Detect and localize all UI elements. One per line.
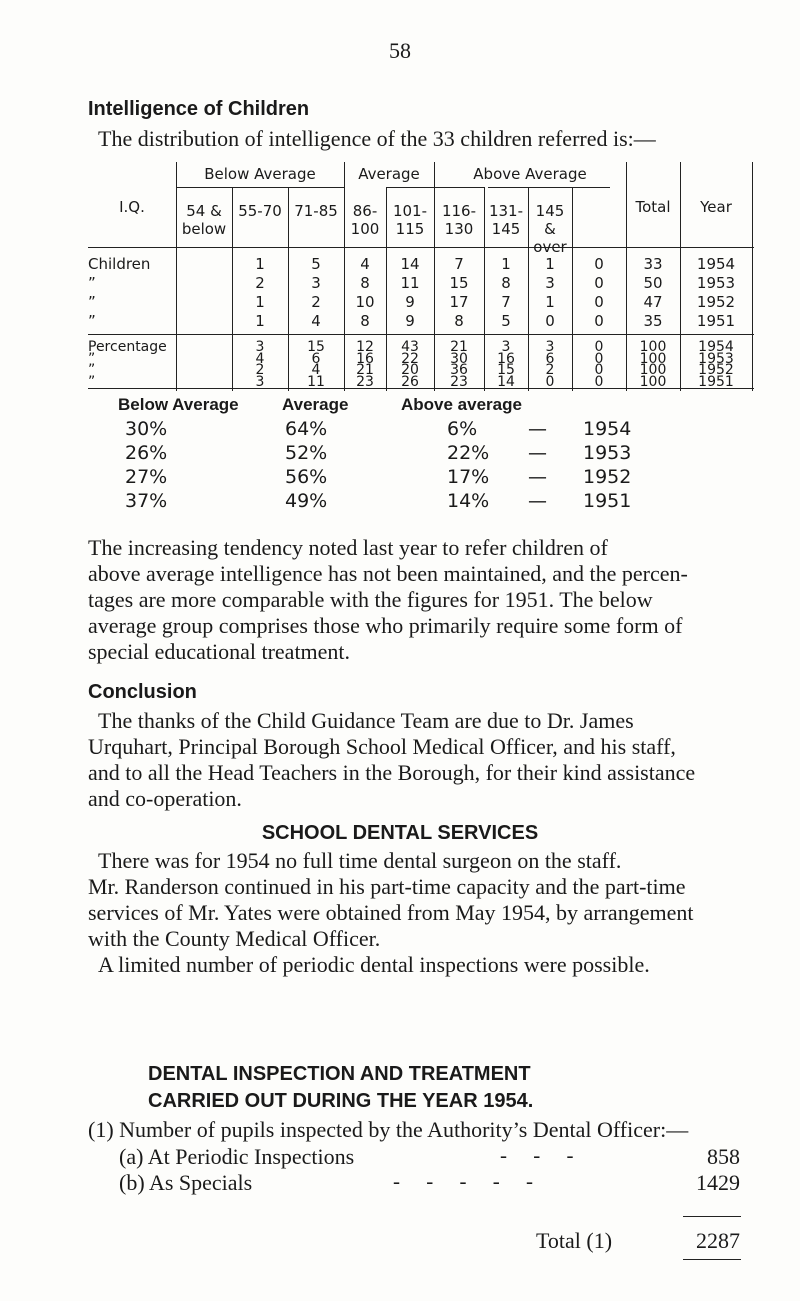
group-average: Average (358, 165, 420, 183)
table-cell: 10 (355, 293, 375, 311)
table-cell: 3 (255, 339, 265, 355)
summary-below: 37% (125, 490, 168, 512)
table-cell: 1952 (698, 362, 734, 378)
page-number: 58 (389, 38, 411, 63)
table-cell: 1951 (696, 312, 736, 330)
summary-year: 1954 (583, 418, 632, 440)
dental-services-heading: SCHOOL DENTAL SERVICES (261, 822, 539, 844)
table-cell: 22 (401, 350, 419, 367)
summary-average: 64% (285, 418, 328, 440)
table-cell: 1953 (696, 274, 736, 292)
range-header: 71-85 (294, 202, 338, 220)
table-cell: 5 (501, 312, 511, 330)
table-cell: 0 (594, 255, 604, 273)
table-cell: 8 (360, 274, 370, 292)
summary-below: 30% (125, 418, 168, 440)
table-cell: 3 (545, 339, 555, 355)
summary-header-above: Above average (401, 395, 522, 414)
summary-above: 6% (447, 418, 478, 440)
table-cell: 3 (501, 339, 511, 355)
group-below-average: Below Average (204, 165, 316, 183)
group-above-average: Above Average (473, 165, 587, 183)
table-cell: 1 (255, 293, 265, 311)
table-cell: 21 (356, 362, 374, 378)
summary-above: 17% (447, 466, 490, 488)
table-cell: 1954 (698, 339, 734, 355)
summary-average: 56% (285, 466, 328, 488)
table-cell: 1953 (698, 350, 734, 367)
table-cell: 100 (639, 373, 667, 390)
range-header: 86- 100 (350, 202, 380, 238)
range-header: 131- 145 (488, 202, 524, 238)
summary-dash: — (528, 442, 547, 464)
table-cell: 0 (594, 350, 604, 367)
table-cell: 0 (594, 293, 604, 311)
range-header: 101- 115 (392, 202, 428, 238)
table-cell: 0 (594, 373, 604, 390)
table-cell: 21 (450, 339, 468, 355)
table-cell: 100 (639, 350, 667, 367)
table-cell: 43 (401, 339, 419, 355)
table-cell: 1951 (698, 373, 734, 390)
table-cell: 15 (307, 339, 325, 355)
summary-below: 26% (125, 442, 168, 464)
table-cell: 50 (643, 274, 663, 292)
table-cell: 11 (307, 373, 325, 390)
summary-average: 49% (285, 490, 328, 512)
table-cell: 35 (643, 312, 663, 330)
specials-label: (b) As Specials (119, 1170, 253, 1195)
summary-dash: — (528, 490, 547, 512)
summary-above: 22% (447, 442, 490, 464)
inspection-heading-1: DENTAL INSPECTION AND TREATMENT (148, 1063, 531, 1085)
table-cell: 9 (405, 293, 415, 311)
iq-header: I.Q. (119, 198, 145, 216)
table-cell: 11 (400, 274, 420, 292)
table-cell: 47 (643, 293, 663, 311)
table-cell: 17 (449, 293, 469, 311)
table-cell: 1 (501, 255, 511, 273)
table-cell: 6 (545, 350, 555, 367)
table-cell: 0 (594, 312, 604, 330)
periodic-inspections-label: (a) At Periodic Inspections (119, 1144, 355, 1169)
total-rule (683, 1259, 741, 1260)
row-label: Percentage (88, 339, 167, 355)
total-rule (683, 1216, 741, 1217)
table-cell: 14 (400, 255, 420, 273)
table-cell: 30 (450, 350, 468, 367)
leader-dots: - - - (500, 1143, 574, 1167)
table-cell: 23 (356, 373, 374, 390)
summary-year: 1951 (583, 490, 632, 512)
table-cell: 4 (255, 350, 265, 367)
table-cell: 1954 (696, 255, 736, 273)
intro-line: The distribution of intelligence of the 33 children referred is:— (98, 126, 656, 151)
table-cell: 2 (545, 362, 555, 378)
table-cell: 0 (545, 373, 555, 390)
table-cell: 15 (497, 362, 515, 378)
table-cell: 8 (454, 312, 464, 330)
table-cell: 1 (545, 293, 555, 311)
range-header: 145 & over (533, 202, 567, 256)
row-label: ” (88, 312, 96, 330)
row-label: ” (88, 293, 96, 311)
table-cell: 3 (311, 274, 321, 292)
year-header: Year (700, 198, 732, 216)
table-cell: 20 (401, 362, 419, 378)
table-cell: 33 (643, 255, 663, 273)
summary-average: 52% (285, 442, 328, 464)
table-cell: 1 (255, 312, 265, 330)
table-cell: 36 (450, 362, 468, 378)
summary-header-below: Below Average (118, 395, 239, 414)
row-label: ” (88, 350, 96, 367)
inspection-item-1: (1) Number of pupils inspected by the Authority’s Dental Officer:— (88, 1117, 689, 1142)
table-cell: 0 (594, 362, 604, 378)
table-cell: 5 (311, 255, 321, 273)
total-label: Total (1) (536, 1228, 613, 1253)
table-cell: 1 (545, 255, 555, 273)
table-cell: 100 (639, 339, 667, 355)
range-header: 55-70 (238, 202, 282, 220)
table-cell: 3 (255, 373, 265, 390)
table-cell: 9 (405, 312, 415, 330)
table-cell: 0 (545, 312, 555, 330)
row-label: ” (88, 362, 96, 378)
table-cell: 2 (255, 362, 265, 378)
range-header: 54 & below (181, 202, 227, 238)
section-heading-intelligence: Intelligence of Children (88, 98, 310, 120)
table-cell: 8 (501, 274, 511, 292)
summary-above: 14% (447, 490, 490, 512)
row-label: ” (88, 373, 96, 390)
table-cell: 3 (545, 274, 555, 292)
leader-dots: - - - - - (393, 1169, 533, 1193)
iq-distribution-table (88, 162, 754, 392)
dental-paragraph: There was for 1954 no full time dental surgeon on the staff. Mr. Randerson continued in his part-time capacity and the part-time services of Mr. Yates were obtained from May 1954, by arrangement with the County Medical Officer. A limited number of periodic dental inspections were possible. (88, 848, 694, 977)
table-cell: 23 (450, 373, 468, 390)
summary-header-average: Average (282, 395, 349, 414)
table-cell: 2 (311, 293, 321, 311)
table-cell: 7 (454, 255, 464, 273)
periodic-inspections-value: 858 (707, 1144, 740, 1169)
table-cell: 4 (311, 312, 321, 330)
table-cell: 26 (401, 373, 419, 390)
summary-dash: — (528, 466, 547, 488)
table-cell: 16 (497, 350, 515, 367)
table-cell: 7 (501, 293, 511, 311)
table-cell: 100 (639, 362, 667, 378)
table-cell: 14 (497, 373, 515, 390)
range-header: 116- 130 (441, 202, 477, 238)
table-cell: 1952 (696, 293, 736, 311)
table-cell: 16 (356, 350, 374, 367)
summary-year: 1952 (583, 466, 632, 488)
row-label: Children (88, 255, 151, 273)
table-cell: 4 (360, 255, 370, 273)
inspection-heading-2: CARRIED OUT DURING THE YEAR 1954. (148, 1090, 534, 1112)
table-cell: 6 (311, 350, 321, 367)
table-cell: 0 (594, 274, 604, 292)
conclusion-heading: Conclusion (88, 681, 197, 703)
conclusion-paragraph: The thanks of the Child Guidance Team are due to Dr. James Urquhart, Principal Borough School Medical Officer, and his staff, and to all the Head Teachers in the Borough, for their kind assistance and co-operation. (88, 708, 696, 811)
table-cell: 12 (356, 339, 374, 355)
summary-year: 1953 (583, 442, 632, 464)
total-header: Total (635, 198, 671, 216)
summary-below: 27% (125, 466, 168, 488)
table-cell: 8 (360, 312, 370, 330)
table-cell: 4 (311, 362, 321, 378)
table-cell: 1 (255, 255, 265, 273)
row-label: ” (88, 274, 96, 292)
table-cell: 15 (449, 274, 469, 292)
total-value: 2287 (696, 1228, 740, 1253)
summary-dash: — (528, 418, 547, 440)
paragraph-tendency: The increasing tendency noted last year to refer children of above average intelligence has not been maintained, and the percen- tages are more comparable with the figures for 1951. The below average group comprises those who primarily require some form of special educational treatment. (88, 535, 688, 664)
table-cell: 0 (594, 339, 604, 355)
specials-value: 1429 (696, 1170, 740, 1195)
table-cell: 2 (255, 274, 265, 292)
